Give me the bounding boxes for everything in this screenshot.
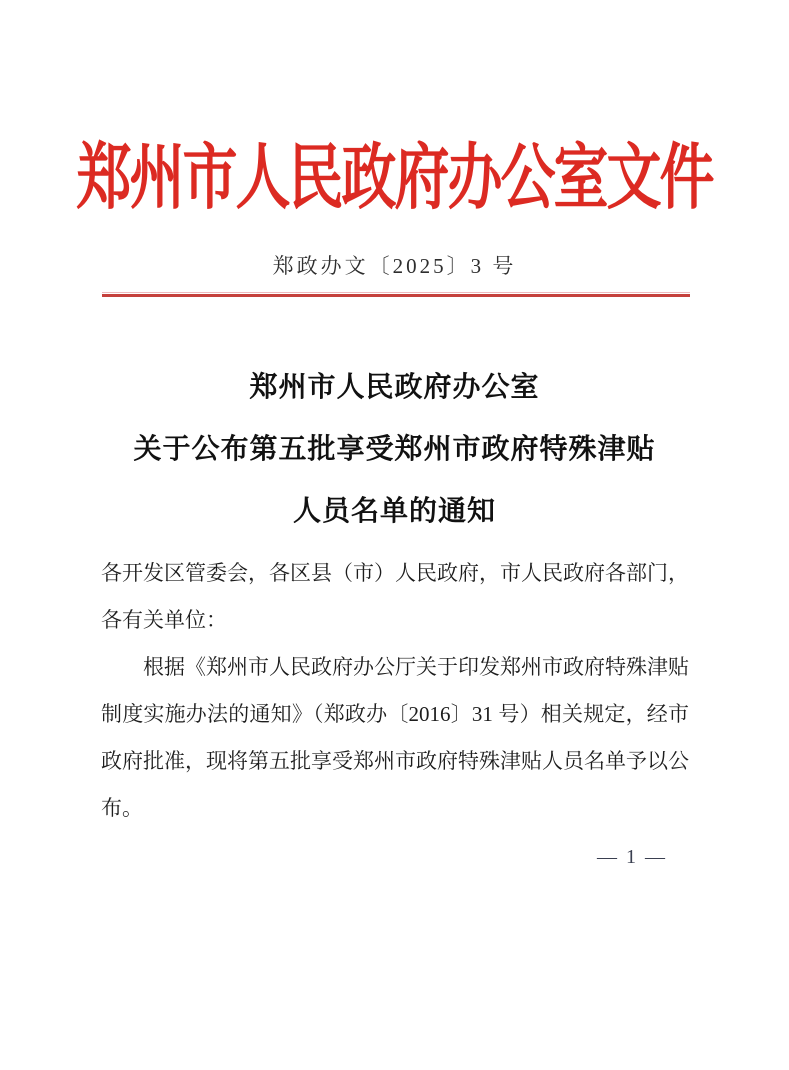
notice-title [0, 357, 789, 543]
notice-title-line-3: 人员名单的通知 [292, 496, 496, 527]
notice-title-line-1: 郑州市人民政府办公室 [249, 372, 540, 403]
page-number: — 1 — [597, 846, 667, 868]
addressee-paragraph: 各开发区管委会，各区县（市）人民政府，市人民政府各部门，各有关单位： [101, 561, 689, 632]
body-paragraph-1: 根据《郑州市人民政府办公厅关于印发郑州市政府特殊津贴制度实施办法的通知》（郑政办〔2016〕31 号）相关规定，经市政府批准，现将第五批享受郑州市政府特殊津贴人员名单予以公布。 [101, 655, 689, 820]
masthead-title: 郑州市人民政府办公室文件 [76, 138, 713, 218]
document-body [101, 550, 689, 832]
notice-title-line-2: 关于公布第五批享受郑州市政府特殊津贴 [133, 434, 656, 465]
divider-thin-line [102, 292, 690, 293]
document-masthead [0, 120, 789, 218]
document-number: 郑政办文〔2025〕3 号 [272, 254, 517, 278]
divider-thick-line [102, 294, 690, 297]
header-divider-rule [102, 292, 690, 297]
